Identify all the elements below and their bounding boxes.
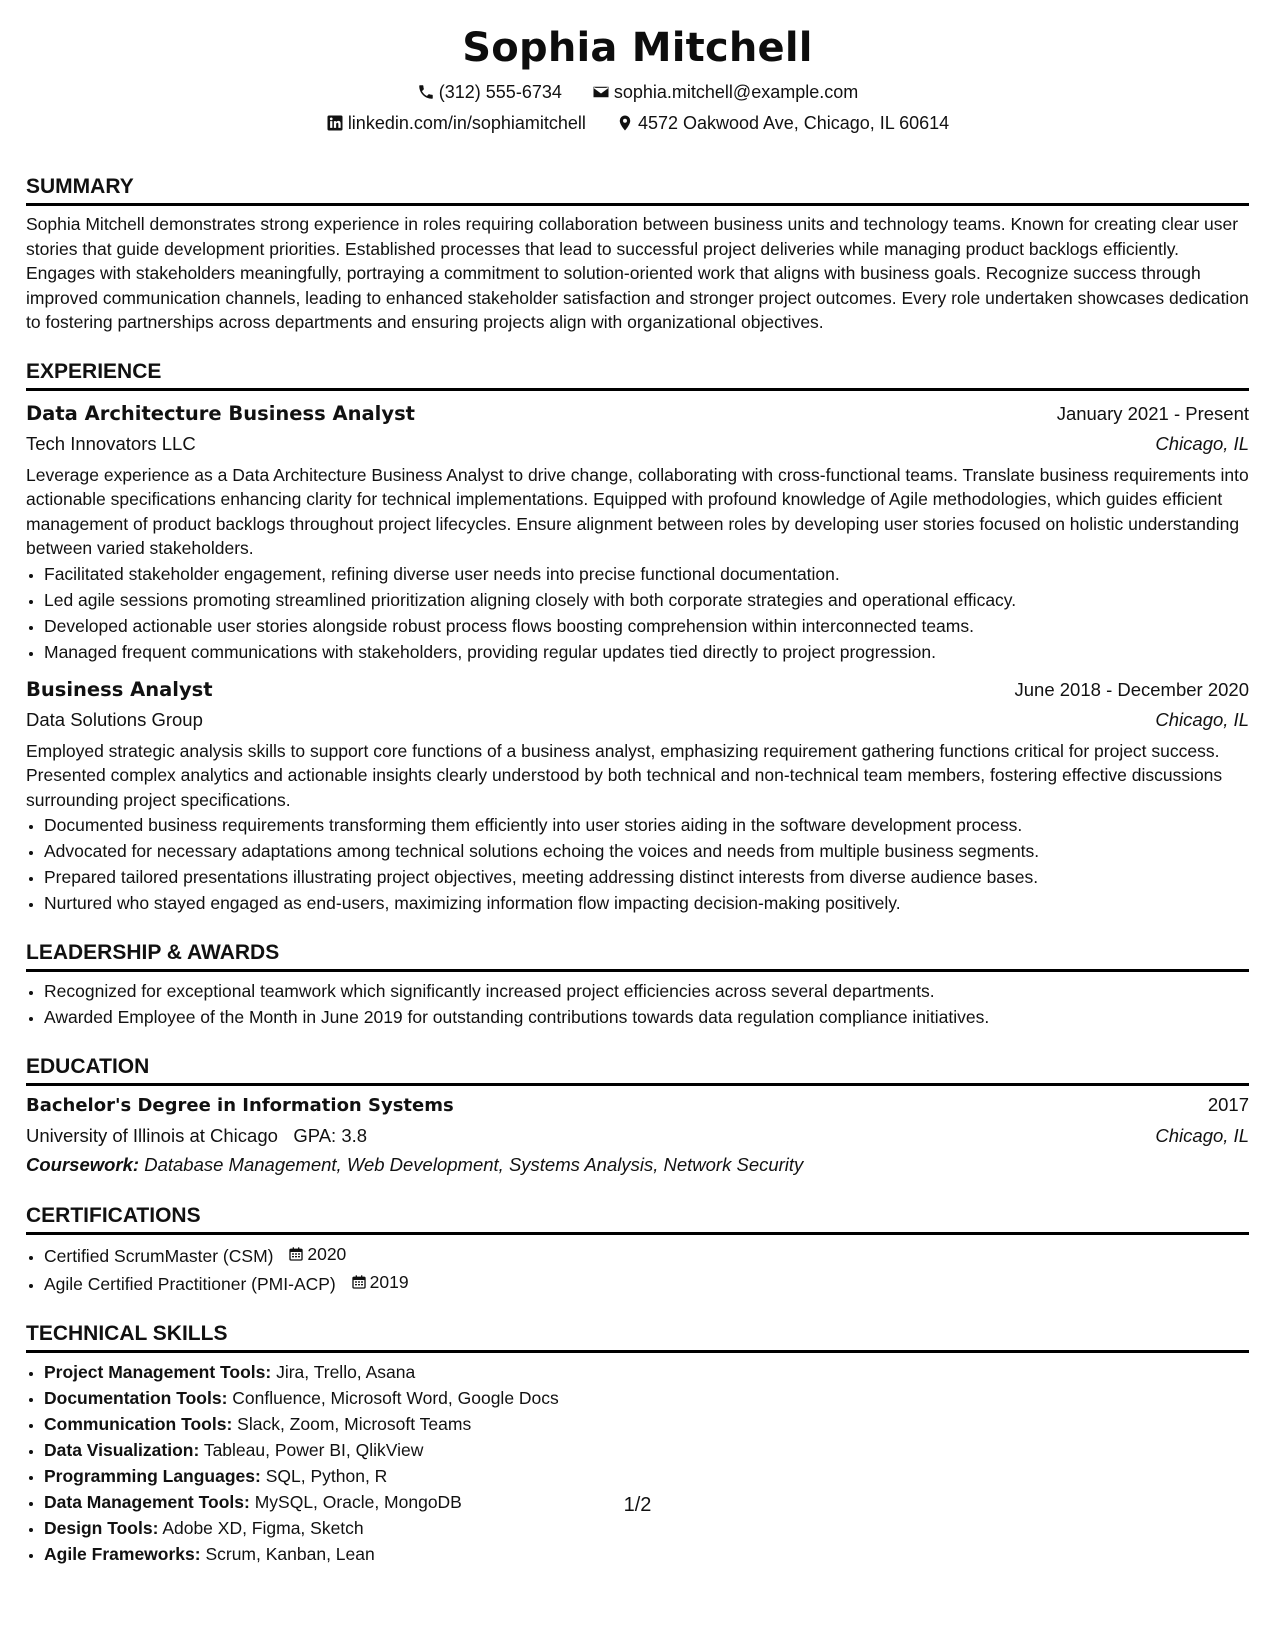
skill-label: Documentation Tools:	[44, 1388, 228, 1408]
list-item: • Nurtured who stayed engaged as end-users, maximizing information flow impacting decision-making positively.	[44, 890, 1249, 916]
job-location: Chicago, IL	[1155, 708, 1249, 730]
company-name: Data Solutions Group	[26, 708, 203, 730]
list-item	[44, 1385, 1249, 1411]
section-title-leadership: LEADERSHIP & AWARDS	[26, 940, 1249, 972]
candidate-name: Sophia Mitchell	[462, 25, 813, 71]
job-entry	[26, 675, 1249, 917]
section-title-summary: SUMMARY	[26, 174, 1249, 206]
cert-year: 2020	[307, 1244, 347, 1264]
contact-phone	[417, 80, 562, 104]
list-item	[44, 1437, 1249, 1463]
list-item: • Recognized for exceptional teamwork which significantly increased project efficiencies across several departments.	[44, 978, 1249, 1004]
map-pin-icon	[616, 114, 634, 132]
job-dates: June 2018 - December 2020	[1014, 678, 1249, 700]
skill-label: Data Management Tools:	[44, 1492, 250, 1512]
email-link[interactable]: sophia.mitchell@example.com	[613, 82, 859, 102]
linkedin-link[interactable]: linkedin.com/in/sophiamitchell	[347, 113, 586, 133]
skill-value: Jira, Trello, Asana	[276, 1362, 416, 1382]
address-text: 4572 Oakwood Ave, Chicago, IL 60614	[637, 113, 950, 133]
resume-page	[26, 20, 1249, 1567]
certifications-section	[26, 1203, 1249, 1297]
section-title-skills: TECHNICAL SKILLS	[26, 1321, 1249, 1353]
skill-value: Tableau, Power BI, QlikView	[203, 1440, 424, 1460]
summary-section	[26, 174, 1249, 335]
envelope-icon	[592, 83, 610, 101]
school-name: University of Illinois at Chicago	[26, 1125, 278, 1146]
list-item	[44, 1463, 1249, 1489]
skill-value: Confluence, Microsoft Word, Google Docs	[232, 1388, 559, 1408]
list-item	[44, 1269, 1249, 1297]
skill-label: Communication Tools:	[44, 1414, 233, 1434]
leadership-section	[26, 940, 1249, 1030]
job-location: Chicago, IL	[1155, 432, 1249, 454]
skills-list	[26, 1359, 1249, 1567]
skill-value: MySQL, Oracle, MongoDB	[254, 1492, 462, 1512]
summary-text: Sophia Mitchell demonstrates strong experience in roles requiring collaboration between business units and technology teams. Known for creating clear user stories that guide development priorities. Established processes that lead to successful project deliveries while managing product backlogs efficiently. Engages with stakeholders meaningfully, portraying a commitment to solution-oriented work that aligns with business goals. Recognize success through improved communication channels, leading to enhanced stakeholder satisfaction and stronger project outcomes. Every role undertaken showcases dedication to fostering partnerships across departments and ensuring projects align with organizational objectives.	[26, 214, 1249, 332]
job-title: Business Analyst	[26, 677, 213, 701]
skill-label: Design Tools:	[44, 1518, 159, 1538]
company-name: Tech Innovators LLC	[26, 432, 196, 454]
skill-label: Agile Frameworks:	[44, 1544, 201, 1564]
job-entry	[26, 399, 1249, 665]
list-item	[44, 1411, 1249, 1437]
contact-linkedin[interactable]	[326, 111, 586, 135]
list-item: • Documented business requirements transforming them efficiently into user stories aiding in the software development process.	[44, 812, 1249, 838]
cert-date	[351, 1269, 409, 1295]
leadership-list	[26, 978, 1249, 1030]
page-number: 1/2	[623, 1494, 652, 1516]
section-title-experience: EXPERIENCE	[26, 359, 1249, 391]
section-title-certifications: CERTIFICATIONS	[26, 1203, 1249, 1235]
job-bullets	[26, 561, 1249, 665]
job-dates: January 2021 - Present	[1056, 402, 1249, 424]
cert-date	[288, 1241, 346, 1267]
gpa: GPA: 3.8	[293, 1125, 368, 1146]
contact-row-primary	[26, 80, 1249, 104]
list-item: • Prepared tailored presentations illustrating project objectives, meeting addressing distinct interests from diverse audience bases.	[44, 864, 1249, 890]
skill-value: Scrum, Kanban, Lean	[205, 1544, 375, 1564]
list-item: • Led agile sessions promoting streamlined prioritization aligning closely with both corporate strategies and operational efficacy.	[44, 587, 1249, 613]
phone-icon	[417, 83, 435, 101]
list-item	[44, 1515, 1249, 1541]
skill-value: SQL, Python, R	[265, 1466, 388, 1486]
skill-label: Project Management Tools:	[44, 1362, 272, 1382]
coursework-label: Coursework:	[26, 1154, 140, 1175]
list-item: • Advocated for necessary adaptations among technical solutions echoing the voices and needs from multiple business segments.	[44, 838, 1249, 864]
cert-name: Agile Certified Practitioner (PMI-ACP)	[44, 1274, 336, 1294]
list-item: • Managed frequent communications with stakeholders, providing regular updates tied directly to project progression.	[44, 639, 1249, 665]
cert-name: Certified ScrumMaster (CSM)	[44, 1246, 274, 1266]
contact-row-secondary	[26, 111, 1249, 135]
job-description: Employed strategic analysis skills to support core functions of a business analyst, emphasizing requirement gathering functions critical for project success. Presented complex analytics and actionable insights clearly understood by both technical and non-technical team members, fostering effective discussions surrounding project specifications.	[26, 740, 1223, 810]
list-item: • Facilitated stakeholder engagement, refining diverse user needs into precise functional documentation.	[44, 561, 1249, 587]
skills-section	[26, 1321, 1249, 1567]
degree-name: Bachelor's Degree in Information Systems	[26, 1095, 454, 1116]
contact-email[interactable]	[592, 80, 858, 104]
skill-value: Adobe XD, Figma, Sketch	[162, 1518, 364, 1538]
school-location: Chicago, IL	[1155, 1125, 1249, 1146]
list-item	[44, 1241, 1249, 1269]
education-section	[26, 1054, 1249, 1179]
phone-text: (312) 555-6734	[438, 82, 562, 102]
graduation-year: 2017	[1207, 1094, 1249, 1115]
calendar-icon	[351, 1274, 367, 1290]
cert-year: 2019	[369, 1272, 409, 1292]
skill-label: Programming Languages:	[44, 1466, 261, 1486]
list-item	[44, 1359, 1249, 1385]
linkedin-icon	[326, 114, 344, 132]
contact-address	[616, 111, 949, 135]
list-item	[44, 1541, 1249, 1567]
certifications-list	[26, 1241, 1249, 1297]
job-title: Data Architecture Business Analyst	[26, 401, 415, 425]
coursework	[26, 1151, 1249, 1179]
skill-label: Data Visualization:	[44, 1440, 200, 1460]
job-description: Leverage experience as a Data Architecture Business Analyst to drive change, collaborating with cross-functional teams. Translate business requirements into actionable specifications enhancing clarity for technical implementations. Equipped with profound knowledge of Agile methodologies, which guides efficient management of product backlogs throughout project lifecycles. Ensure alignment between roles by developing user stories focused on holistic understanding between varied stakeholders.	[26, 464, 1249, 558]
job-bullets	[26, 812, 1249, 916]
list-item: • Developed actionable user stories alongside robust process flows boosting comprehension within interconnected teams.	[44, 613, 1249, 639]
section-title-education: EDUCATION	[26, 1054, 1249, 1086]
list-item: • Awarded Employee of the Month in June 2019 for outstanding contributions towards data regulation compliance initiatives.	[44, 1004, 1249, 1030]
skill-value: Slack, Zoom, Microsoft Teams	[237, 1414, 472, 1434]
coursework-list: Database Management, Web Development, Systems Analysis, Network Security	[144, 1154, 804, 1175]
experience-section	[26, 359, 1249, 917]
school-info	[26, 1121, 367, 1151]
calendar-icon	[288, 1246, 304, 1262]
